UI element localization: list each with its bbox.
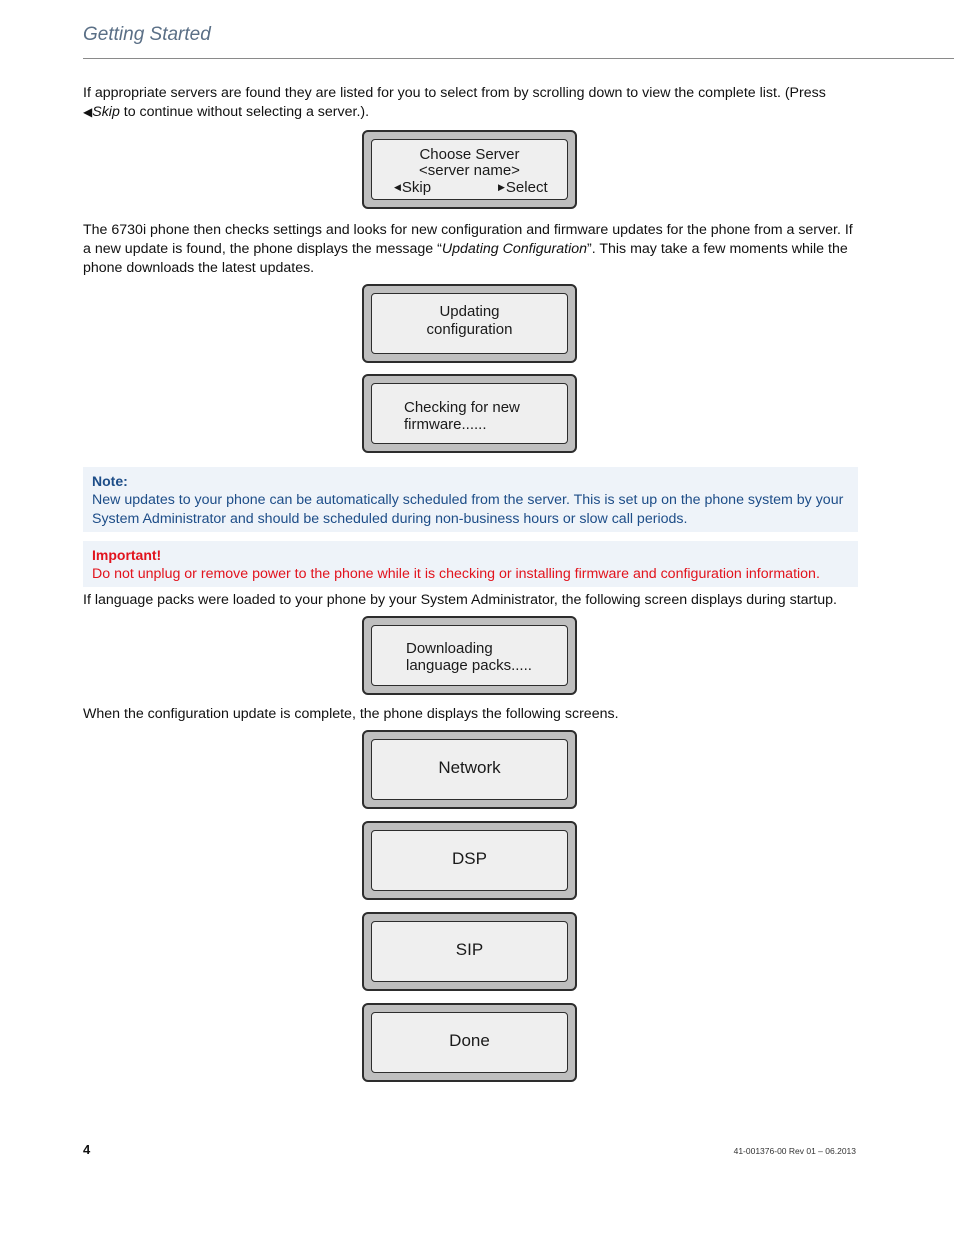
softkey-skip-label: Skip	[401, 179, 432, 196]
skip-word: Skip	[92, 104, 120, 120]
lcd-checking	[362, 374, 577, 453]
lcd-line-2: <server name>	[419, 162, 520, 179]
lcd-line-1: Downloading	[406, 640, 493, 657]
check-text-after: ”. This may take a few moments while the phone downloads the latest updates.	[83, 241, 848, 276]
document-id: 41-001376-00 Rev 01 – 06.2013	[733, 1146, 856, 1156]
intro-paragraph	[83, 84, 863, 122]
lcd-updating	[362, 284, 577, 363]
lcd-choose-server	[362, 130, 577, 209]
lcd-label: Done	[449, 1031, 490, 1050]
section-title: Getting Started	[83, 24, 211, 45]
intro-text-before: If appropriate servers are found they are listed for you to select from by scrolling down to view the complete list. (Press	[83, 85, 826, 101]
updating-config-italic: Updating Configuration	[441, 241, 587, 257]
lcd-screen	[371, 1012, 568, 1073]
softkey-select[interactable]	[498, 179, 548, 196]
check-text-before: The 6730i phone then checks settings and looks for new configuration and firmware updates for the phone from a server. If a new update is found, the phone displays the message “	[83, 222, 853, 257]
lcd-screen	[371, 139, 568, 200]
lcd-label: SIP	[455, 940, 484, 959]
lcd-screen	[371, 921, 568, 982]
important-heading: Important!	[92, 547, 162, 563]
softkey-select-label: Select	[505, 179, 548, 196]
note-body: New updates to your phone can be automatically scheduled from the server. This is set up on the phone system by your System Administrator and should be scheduled during non-business hours or slow call periods.	[92, 492, 844, 527]
lcd-line-1: Checking for new	[404, 399, 520, 416]
lcd-screen	[371, 625, 568, 686]
lcd-line-2: firmware......	[404, 416, 487, 433]
left-arrow-icon: ◀	[83, 105, 93, 119]
lcd-screen	[371, 739, 568, 800]
lcd-network	[362, 730, 577, 809]
lcd-label: Network	[438, 758, 501, 777]
lcd-line-1: Choose Server	[419, 146, 520, 163]
softkey-skip[interactable]	[394, 179, 431, 196]
language-paragraph: If language packs were loaded to your phone by your System Administrator, the following screen displays during startup.	[83, 592, 837, 608]
lcd-line-1: Updating	[439, 303, 500, 320]
lcd-line-2: configuration	[426, 321, 513, 338]
lcd-downloading	[362, 616, 577, 695]
intro-text-after: to continue without selecting a server.).	[119, 104, 370, 120]
important-callout	[83, 541, 858, 587]
lcd-done	[362, 1003, 577, 1082]
check-paragraph	[83, 221, 863, 278]
softkey-right-arrow-icon: ▶	[498, 182, 505, 192]
softkey-left-arrow-icon: ◀	[394, 182, 401, 192]
complete-paragraph: When the configuration update is complete, the phone displays the following screens.	[83, 706, 619, 722]
note-callout	[83, 467, 858, 532]
page-number: 4	[83, 1142, 91, 1157]
lcd-screen	[371, 830, 568, 891]
lcd-dsp	[362, 821, 577, 900]
lcd-screen	[371, 383, 568, 444]
important-body: Do not unplug or remove power to the phone while it is checking or installing firmware and configuration information.	[92, 566, 820, 582]
header-rule	[83, 58, 954, 59]
lcd-sip	[362, 912, 577, 991]
lcd-screen	[371, 293, 568, 354]
lcd-line-2: language packs.....	[406, 657, 532, 674]
note-heading: Note:	[92, 473, 128, 489]
lcd-label: DSP	[452, 849, 487, 868]
